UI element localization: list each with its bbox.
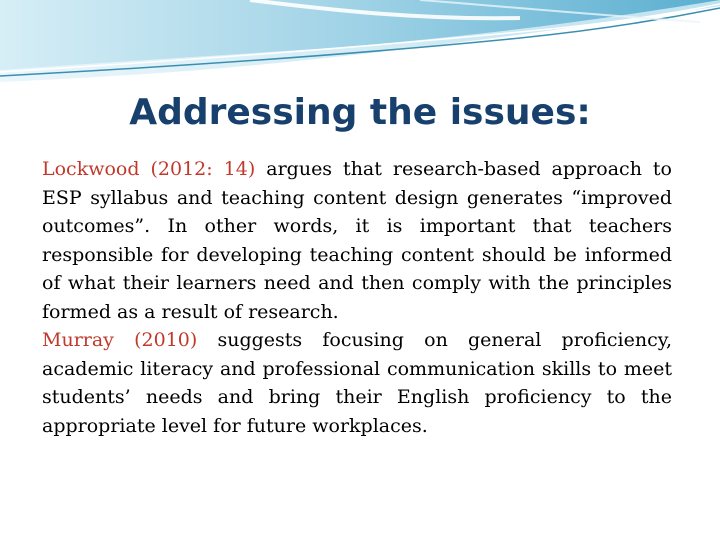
citation-lockwood: Lockwood (2012: 14)	[42, 158, 256, 180]
slide-title: Addressing the issues:	[129, 92, 591, 133]
paragraph-text-murray: suggests focusing on general proficiency, academic literacy and professional communication skills to meet students’ needs and bring their English proficiency to the appropriate level for future workplaces.	[42, 329, 673, 437]
citation-murray: Murray (2010)	[42, 329, 198, 351]
wave-header-decoration	[0, 0, 720, 90]
paragraph-lockwood	[42, 155, 672, 326]
paragraph-text-lockwood: argues that research-based approach to ESP syllabus and teaching content design generates “improved outcomes”. In other words, it is important that teachers responsible for developing teaching content should be informed of what their learners need and then comply with the principles formed as a result of research.	[42, 158, 672, 323]
paragraph-murray	[42, 326, 672, 440]
slide-body	[42, 155, 672, 440]
